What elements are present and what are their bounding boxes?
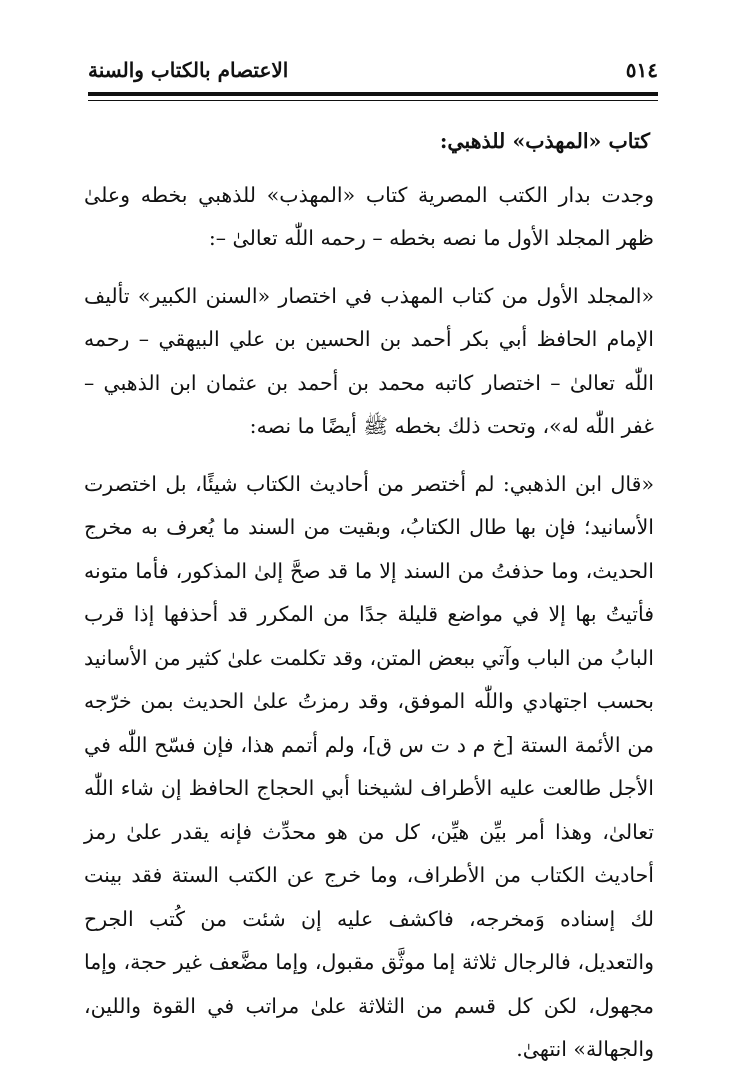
- page-number: ٥١٤: [625, 58, 658, 82]
- paragraph-quote: «قال ابن الذهبي: لم أختصر من أحاديث الكتاب شيئًا، بل اختصرت الأسانيد؛ فإن بها طال الكتابُ، وبقيت من السند ما يُعرف به مخرج الحديث، وما حذفتُ من السند إلا ما قد صحَّ إلىٰ المذكور، فأما متونه فأتيتُ بها إلا في مواضع قليلة جدًا من المكرر قد أحذفها إذا قرب البابُ من الباب وآتي ببعض المتن، وقد تكلمت علىٰ كثير من الأسانيد بحسب اجتهادي واللّٰه الموفق، وقد رمزتُ علىٰ الحديث بمن خرّجه من الأئمة الستة [خ م د ت س ق]، ولم أتمم هذا، فإن فسّح اللّٰه في الأجل طالعت عليه الأطراف لشيخنا أبي الحجاج الحافظ إن شاء اللّٰه تعالىٰ، وهذا أمر بيِّن هيِّن، كل من هو محدِّث فإنه يقدر علىٰ رمز أحاديث الكتاب من الأطراف، وما خرج عن الكتب الستة فقد بينت لك إسناده وَمخرجه، فاكشف عليه إن شئت من كُتب الجرح والتعديل، فالرجال ثلاثة إما موثَّق مقبول، وإما مضَّعف غير حجة، وإما مجهول، لكن كل قسم من الثلاثة علىٰ مراتب في القوة واللين، والجهالة» انتهىٰ.: [84, 471, 654, 1061]
- page-body: [84, 120, 654, 1086]
- page-header: [88, 58, 658, 88]
- paragraph-title-note: «المجلد الأول من كتاب المهذب في اختصار «السنن الكبير» تأليف الإمام الحافظ أبي بكر أحمد بن الحسين بن علي البيهقي – رحمه اللّٰه تعالىٰ – اختصار كاتبه محمد بن أحمد بن عثمان ابن الذهبي – غفر اللّٰه له»، وتحت ذلك بخطه ﷺ أيضًا ما نصه:: [84, 283, 654, 438]
- running-title: الاعتصام بالكتاب والسنة: [88, 58, 289, 82]
- paragraph-intro: وجدت بدار الكتب المصرية كتاب «المهذب» للذهبي بخطه وعلىٰ ظهر المجلد الأول ما نصه بخطه – رحمه اللّٰه تعالىٰ –:: [84, 182, 654, 250]
- section-heading: كتاب «المهذب» للذهبي:: [439, 129, 650, 153]
- header-rule-thin: [88, 100, 658, 101]
- header-rule-thick: [88, 92, 658, 96]
